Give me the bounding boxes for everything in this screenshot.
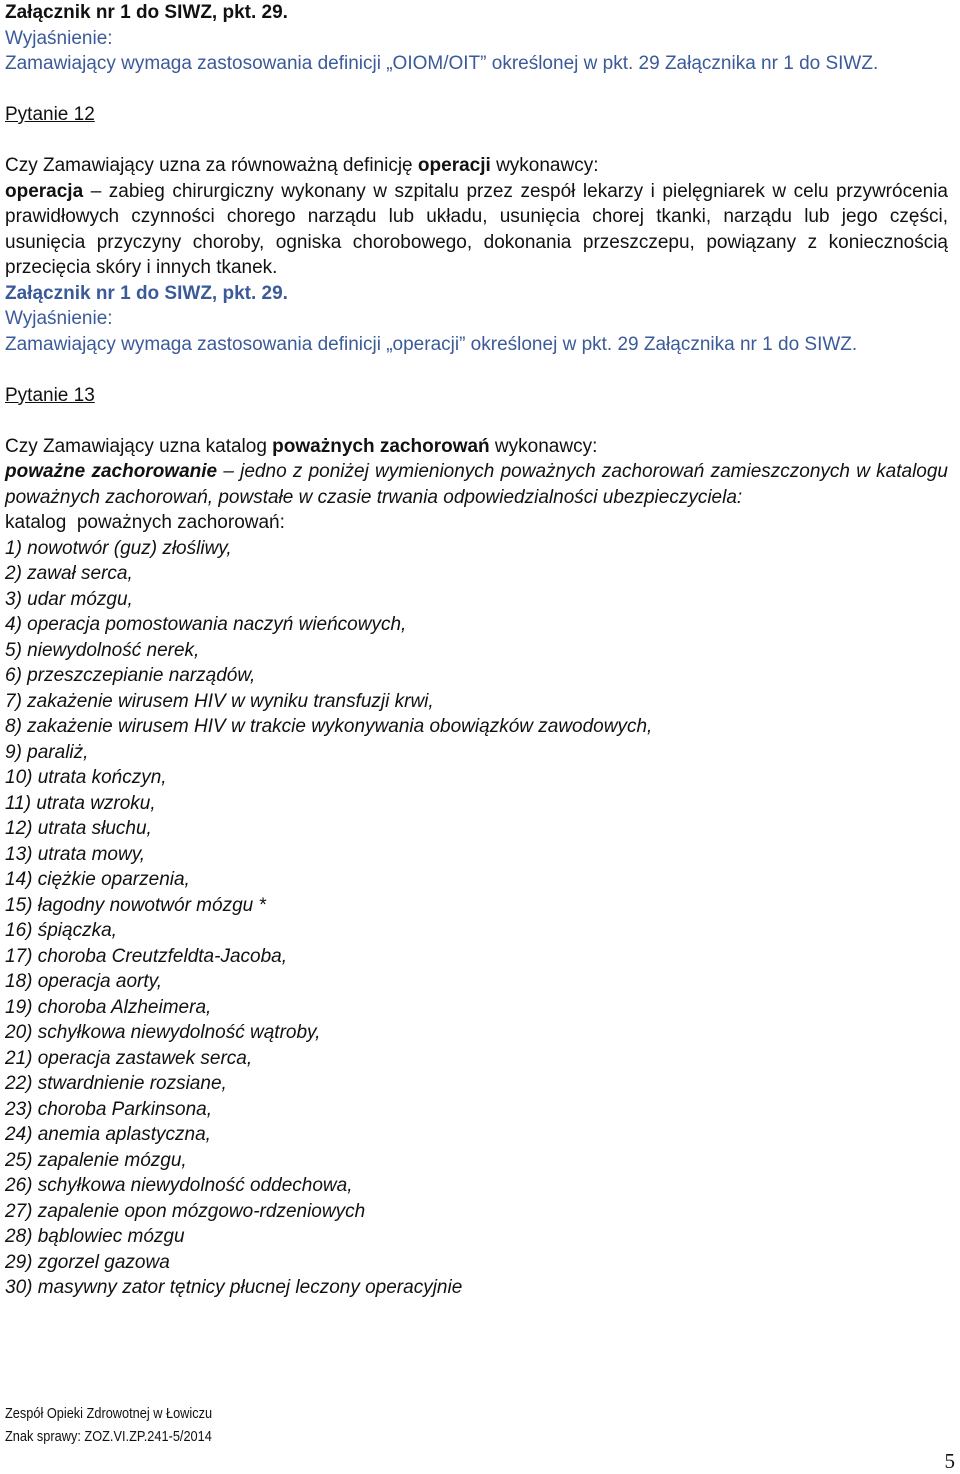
catalog-item: 2) zawał serca, <box>5 563 133 584</box>
intro-term: poważnych zachorowań <box>272 435 490 457</box>
catalog-item: 22) stwardnienie rozsiane, <box>5 1073 227 1094</box>
catalog-item: 16) śpiączka, <box>5 920 117 941</box>
footer-organization: Zespół Opieki Zdrowotnej w Łowiczu <box>5 1406 213 1422</box>
catalog-item: 11) utrata wzroku, <box>5 792 156 814</box>
catalog-item: 8) zakażenie wirusem HIV w trakcie wykonywania obowiązków zawodowych, <box>5 716 653 737</box>
document-page <box>5 0 948 1301</box>
catalog-item: 19) choroba Alzheimera, <box>5 996 212 1018</box>
catalog-item: 1) nowotwór (guz) złośliwy, <box>5 537 232 559</box>
intro-term: operacji <box>417 155 491 176</box>
catalog-item: 12) utrata słuchu, <box>5 818 152 839</box>
catalog-item: 26) schyłkowa niewydolność oddechowa, <box>5 1175 353 1196</box>
catalog-item: 17) choroba Creutzfeldta-Jacoba, <box>5 945 287 967</box>
intro-prefix: Czy Zamawiający uzna za równoważną definicję <box>5 155 418 176</box>
catalog-item: 29) zgorzel gazowa <box>5 1251 170 1273</box>
catalog-item: 21) operacja zastawek serca, <box>5 1047 253 1069</box>
question-intro <box>5 153 948 179</box>
catalog-item: 24) anemia aplastyczna, <box>5 1124 211 1145</box>
catalog-item: 15) łagodny nowotwór mózgu * <box>5 894 266 916</box>
definition-paragraph <box>5 459 948 510</box>
explanation-label: Wyjaśnienie: <box>5 27 113 49</box>
catalog-item: 30) masywny zator tętnicy płucnej leczony operacyjnie <box>5 1277 463 1298</box>
explanation-label: Wyjaśnienie: <box>5 308 113 329</box>
catalog-label: katalog poważnych zachorowań: <box>5 512 285 533</box>
attachment-reference: Załącznik nr 1 do SIWZ, pkt. 29. <box>5 282 288 304</box>
question-13 <box>5 383 948 1301</box>
catalog-item: 13) utrata mowy, <box>5 843 146 865</box>
question-12 <box>5 102 948 357</box>
catalog-item: 14) ciężkie oparzenia, <box>5 869 190 890</box>
intro-suffix: wykonawcy: <box>490 155 599 176</box>
definition-paragraph <box>5 179 948 281</box>
question-heading: Pytanie 13 <box>5 384 95 406</box>
catalog-item: 18) operacja aorty, <box>5 971 163 992</box>
definition-term: poważne zachorowanie <box>5 461 218 482</box>
catalog-item: 4) operacja pomostowania naczyń wieńcowych, <box>5 614 407 635</box>
catalog-item: 20) schyłkowa niewydolność wątroby, <box>5 1022 321 1043</box>
catalog-item: 23) choroba Parkinsona, <box>5 1098 213 1120</box>
block-oiom-explanation <box>5 0 948 77</box>
catalog-item: 7) zakażenie wirusem HIV w wyniku transfuzji krwi, <box>5 690 434 712</box>
catalog-item: 25) zapalenie mózgu, <box>5 1149 187 1171</box>
definition-text: – jedno z poniżej wymienionych poważnych zachorowań zamieszczonych w katalogu poważnych zachorowań, powstałe w czasie trwania odpowiedzialności ubezpieczyciela: <box>5 461 948 508</box>
question-intro <box>5 434 948 460</box>
explanation-text: Zamawiający wymaga zastosowania definicji „operacji” określonej w pkt. 29 Załącznika nr 1 do SIWZ. <box>5 333 858 355</box>
attachment-reference: Załącznik nr 1 do SIWZ, pkt. 29. <box>5 2 288 23</box>
explanation-text: Zamawiający wymaga zastosowania definicji „OIOM/OIT” określonej w pkt. 29 Załącznika nr 1 do SIWZ. <box>5 53 879 74</box>
definition-term: operacja <box>5 180 84 202</box>
catalog-list <box>5 536 948 1301</box>
intro-suffix: wykonawcy: <box>489 435 598 457</box>
catalog-item: 27) zapalenie opon mózgowo-rdzeniowych <box>5 1200 366 1222</box>
catalog-item: 10) utrata kończyn, <box>5 767 167 788</box>
catalog-item: 6) przeszczepianie narządów, <box>5 665 256 686</box>
catalog-item: 9) paraliż, <box>5 741 89 763</box>
catalog-item: 28) bąblowiec mózgu <box>5 1226 185 1247</box>
page-footer <box>5 1403 212 1449</box>
catalog-item: 3) udar mózgu, <box>5 588 133 610</box>
page-number: 5 <box>944 1449 955 1473</box>
definition-text: – zabieg chirurgiczny wykonany w szpitalu przez zespół lekarzy i pielęgniarek w celu przywrócenia prawidłowych czynności chorego narządu lub układu, usunięcia chorej tkanki, narządu lub jego części, usunięcia przyczyny choroby, ogniska chorobowego, dokonania przeszczepu, powiązany z koniecznością przecięcia skóry i innych tkanek. <box>5 180 948 278</box>
intro-prefix: Czy Zamawiający uzna katalog <box>5 435 273 457</box>
catalog-item: 5) niewydolność nerek, <box>5 639 200 661</box>
footer-case-reference: Znak sprawy: ZOZ.VI.ZP.241-5/2014 <box>5 1429 212 1445</box>
question-heading: Pytanie 12 <box>5 104 95 125</box>
